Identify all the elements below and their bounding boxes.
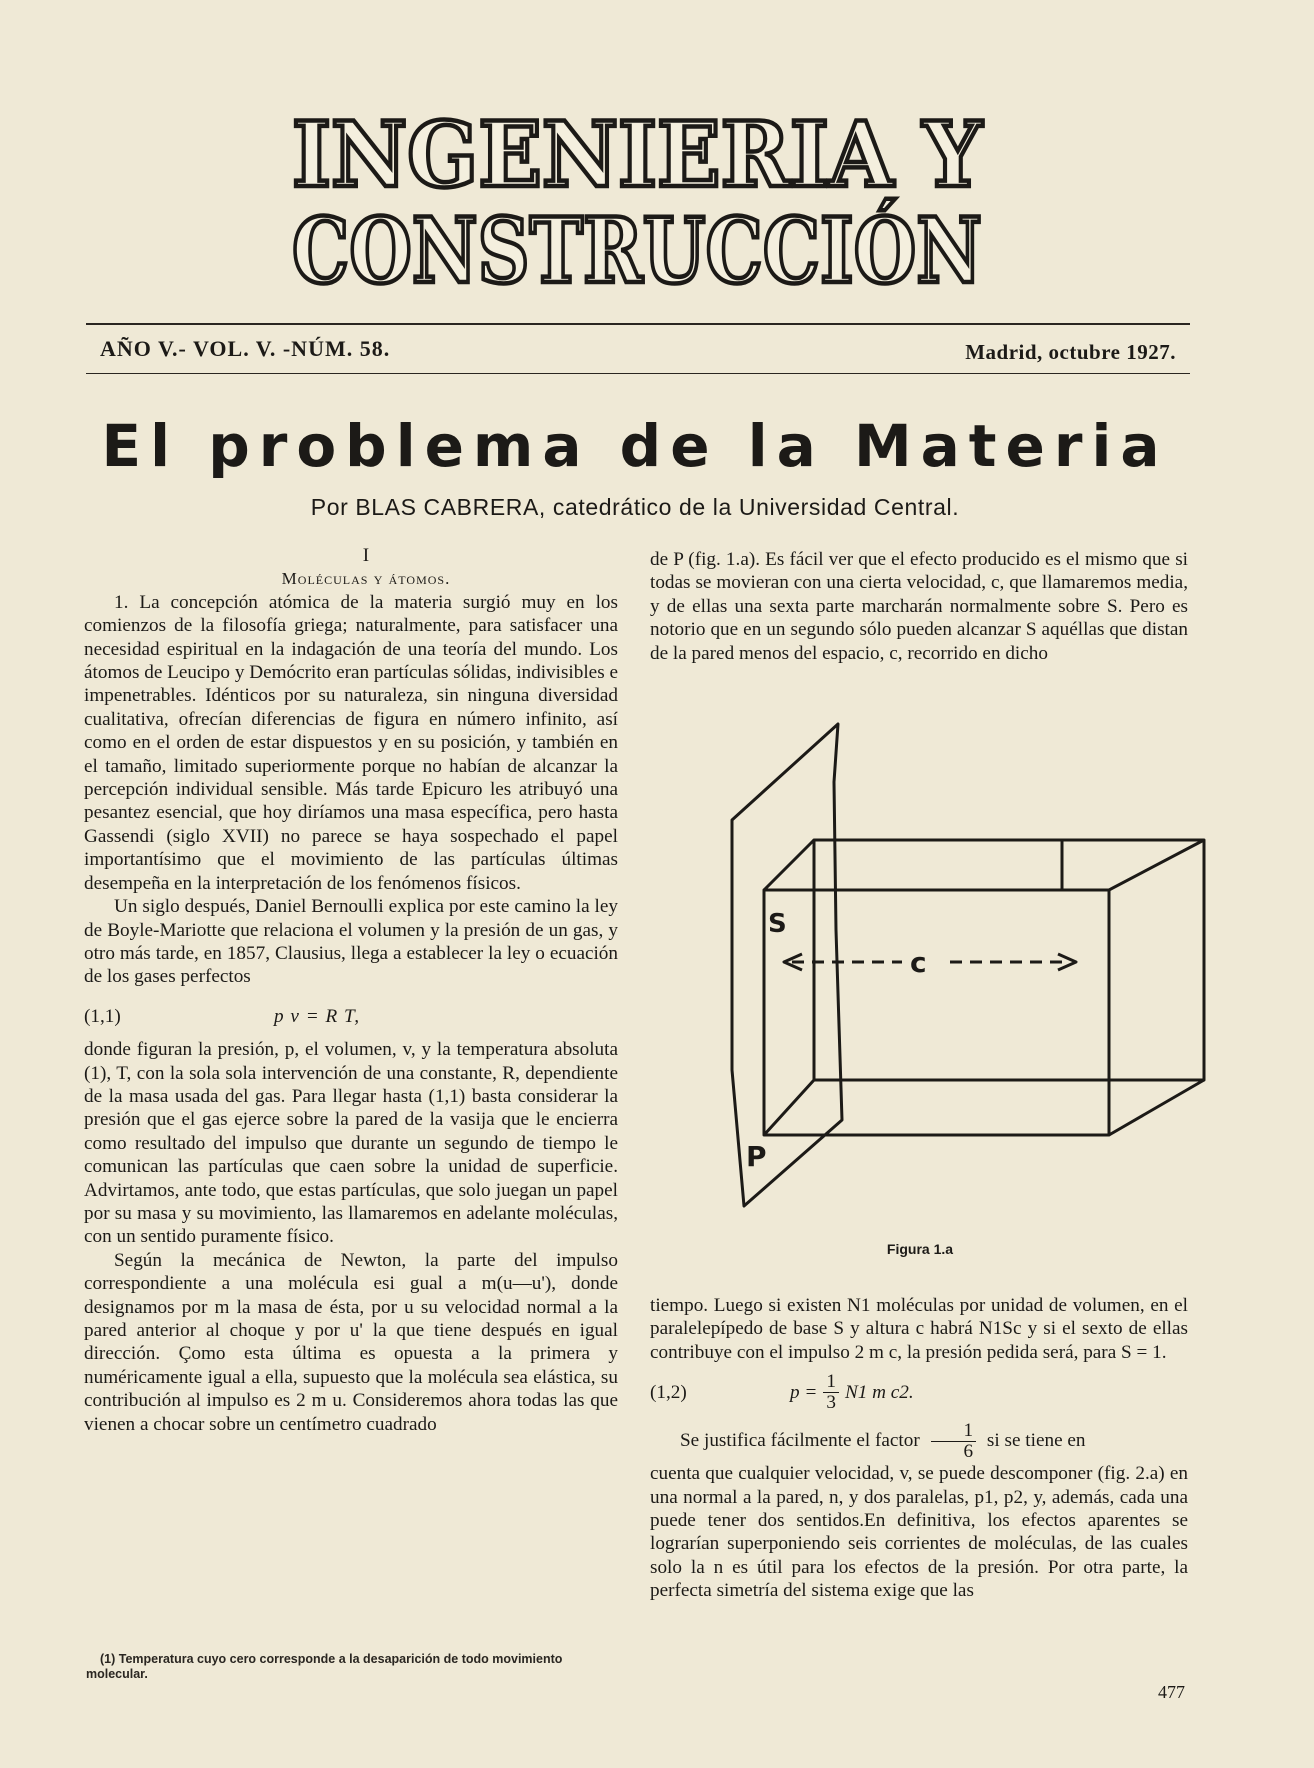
figure-label-c: c [910,946,927,979]
article-title: El problema de la Materia [101,412,1169,480]
section-title: Moléculas y átomos. [281,569,451,589]
equation-lhs: p = [790,1382,818,1404]
box-edge [764,1080,814,1135]
text-fragment: si se tiene en [986,1430,1086,1452]
paragraph: tiempo. Luego si existen N1 moléculas por unidad de volumen, en el paralelepípedo de base S y altura c habrá N1Sc y si el sexto de ellas contribuye con el impulso 2 m c, la presión pedida será, para S = 1. [650,1295,1188,1363]
fraction [931,1421,977,1462]
figure-label-p: P [746,1140,767,1173]
paragraph: de P (fig. 1.a). Es fácil ver que el efecto producido es el mismo que si todas se movieran con una cierta velocidad, c, que llamaremos media, y de ellas una sexta parte marcharán normalmente sobre S. Pero es notorio que en un segundo sólo pueden alcanzar S aquéllas que distan de la pared menos del espacio, c, recorrido en dicho [650,549,1188,664]
box-front-face [764,890,1109,1135]
masthead-logo [282,102,992,304]
figure-1 [712,710,1132,1250]
equation-1-1 [84,1005,618,1028]
box-edge [1109,840,1204,890]
fraction-numerator: 1 [823,1372,839,1393]
right-column-bottom [650,1294,1188,1603]
paragraph: Un siglo después, Daniel Bernoulli explica por este camino la ley de Boyle-Mariotte que relaciona el volumen y la presión de un gas, y otro más tarde, en 1857, Clausius, llega a establecer la ley o ecuación de los gases perfectos [84,896,618,988]
paragraph: cuenta que cualquier velocidad, v, se puede descomponer (fig. 2.a) en una normal a la pared, n, y dos paralelas, p1, p2, y, además, cada una puede tener dos sentidos.En definitiva, los efectos aparentes se lograrían superponiendo seis corrientes de moléculas, de las cuales solo la n es útil para los efectos de la presión. Por otra parte, la perfecta simetría del sistema exige que las [650,1463,1188,1602]
fraction-denominator: 6 [963,1441,974,1463]
issue-date: Madrid, octubre 1927. [965,340,1176,364]
equation-body: p v = R T, [274,1005,361,1027]
article-byline: Por BLAS CABRERA, catedrático de la Universidad Central. [310,494,960,520]
footnote: (1) Temperatura cuyo cero corresponde a la desaparición de todo movimiento molecular. [86,1652,563,1681]
issue-line [86,336,1190,364]
paragraph [650,1421,1188,1462]
box-edge [1109,1080,1204,1135]
section-number: I [362,545,370,566]
equation-1-2 [650,1372,1188,1413]
issue-volume: AÑO V.- VOL. V. -NÚM. 58. [100,336,391,361]
paragraph: donde figuran la presión, p, el volumen, v, y la temperatura absoluta (1), T, con la sola sola intervención de una constante, R, dependiente de la masa usada del gas. Para llegar hasta (1,1) basta considerar la presión que el gas ejerce sobre la pared de la vasija que le encierra como resultado del impulso que durante un segundo de tiempo le comunican las partículas que caen sobre la unidad de superficie. Advirtamos, ante todo, que estas partículas, que solo juegan un papel por su masa y su movimiento, las llamaremos en adelante moléculas, con un sentido puramente físico. [84,1039,618,1248]
left-column [84,544,618,1436]
right-column-top [650,548,1188,665]
box-edge [764,840,814,890]
equation-number: (1,2) [650,1382,687,1404]
text-fragment: Se justifica fácilmente el factor [680,1430,920,1452]
fraction-denominator: 3 [826,1392,836,1414]
figure-label-s: S [768,909,787,939]
header-rule-bottom [86,373,1190,374]
header-rule-top [86,323,1190,325]
masthead-line1: INGENIERIA Y [292,102,984,208]
box-back-face [814,840,1204,1080]
fraction-numerator: 1 [931,1421,977,1442]
equation-rhs: N1 m c2. [844,1382,914,1404]
equation-number: (1,1) [84,1005,121,1027]
page-number: 477 [1158,1682,1185,1702]
fraction [823,1372,839,1413]
paragraph: Según la mecánica de Newton, la parte del impulso correspondiente a una molécula esi gual a m(u—u'), donde designamos por m la masa de ésta, por u su velocidad normal a la pared anterior al choque y por u' la que tiene después en igual dirección. Çomo esta última es opuesta a la primera y numéricamente igual a ella, supuesto que la molécula sea elástica, su contribución al impulso es 2 m u. Consideremos ahora todas las que vienen a chocar sobre un centímetro cuadrado [84,1249,618,1435]
masthead-line2: CONSTRUCCIÓN [292,198,982,304]
paragraph: 1. La concepción atómica de la materia surgió muy en los comienzos de la filosofía griega; naturalmente, para satisfacer una necesidad espiritual en la indagación de una teoría del mundo. Los átomos de Leucipo y Demócrito eran partículas sólidas, indivisibles e impenetrables. Idénticos por su naturaleza, sin ninguna diversidad cualitativa, ofrecían diferencias de figura en número infinito, así como en el orden de estar dispuestos y en su posición, y también en el tamaño, limitado superiormente porque no habían de alcanzar la percepción individual sensible. Más tarde Epicuro les atribuyó una pesantez esencial, que hoy diríamos una masa específica, pero hasta Gassendi (siglo XVII) no parece se haya sospechado el papel importantísimo que el movimiento de las partículas últimas desempeña en la interpretación de los fenómenos físicos. [84,591,618,894]
figure-caption: Figura 1.a [886,1241,954,1257]
